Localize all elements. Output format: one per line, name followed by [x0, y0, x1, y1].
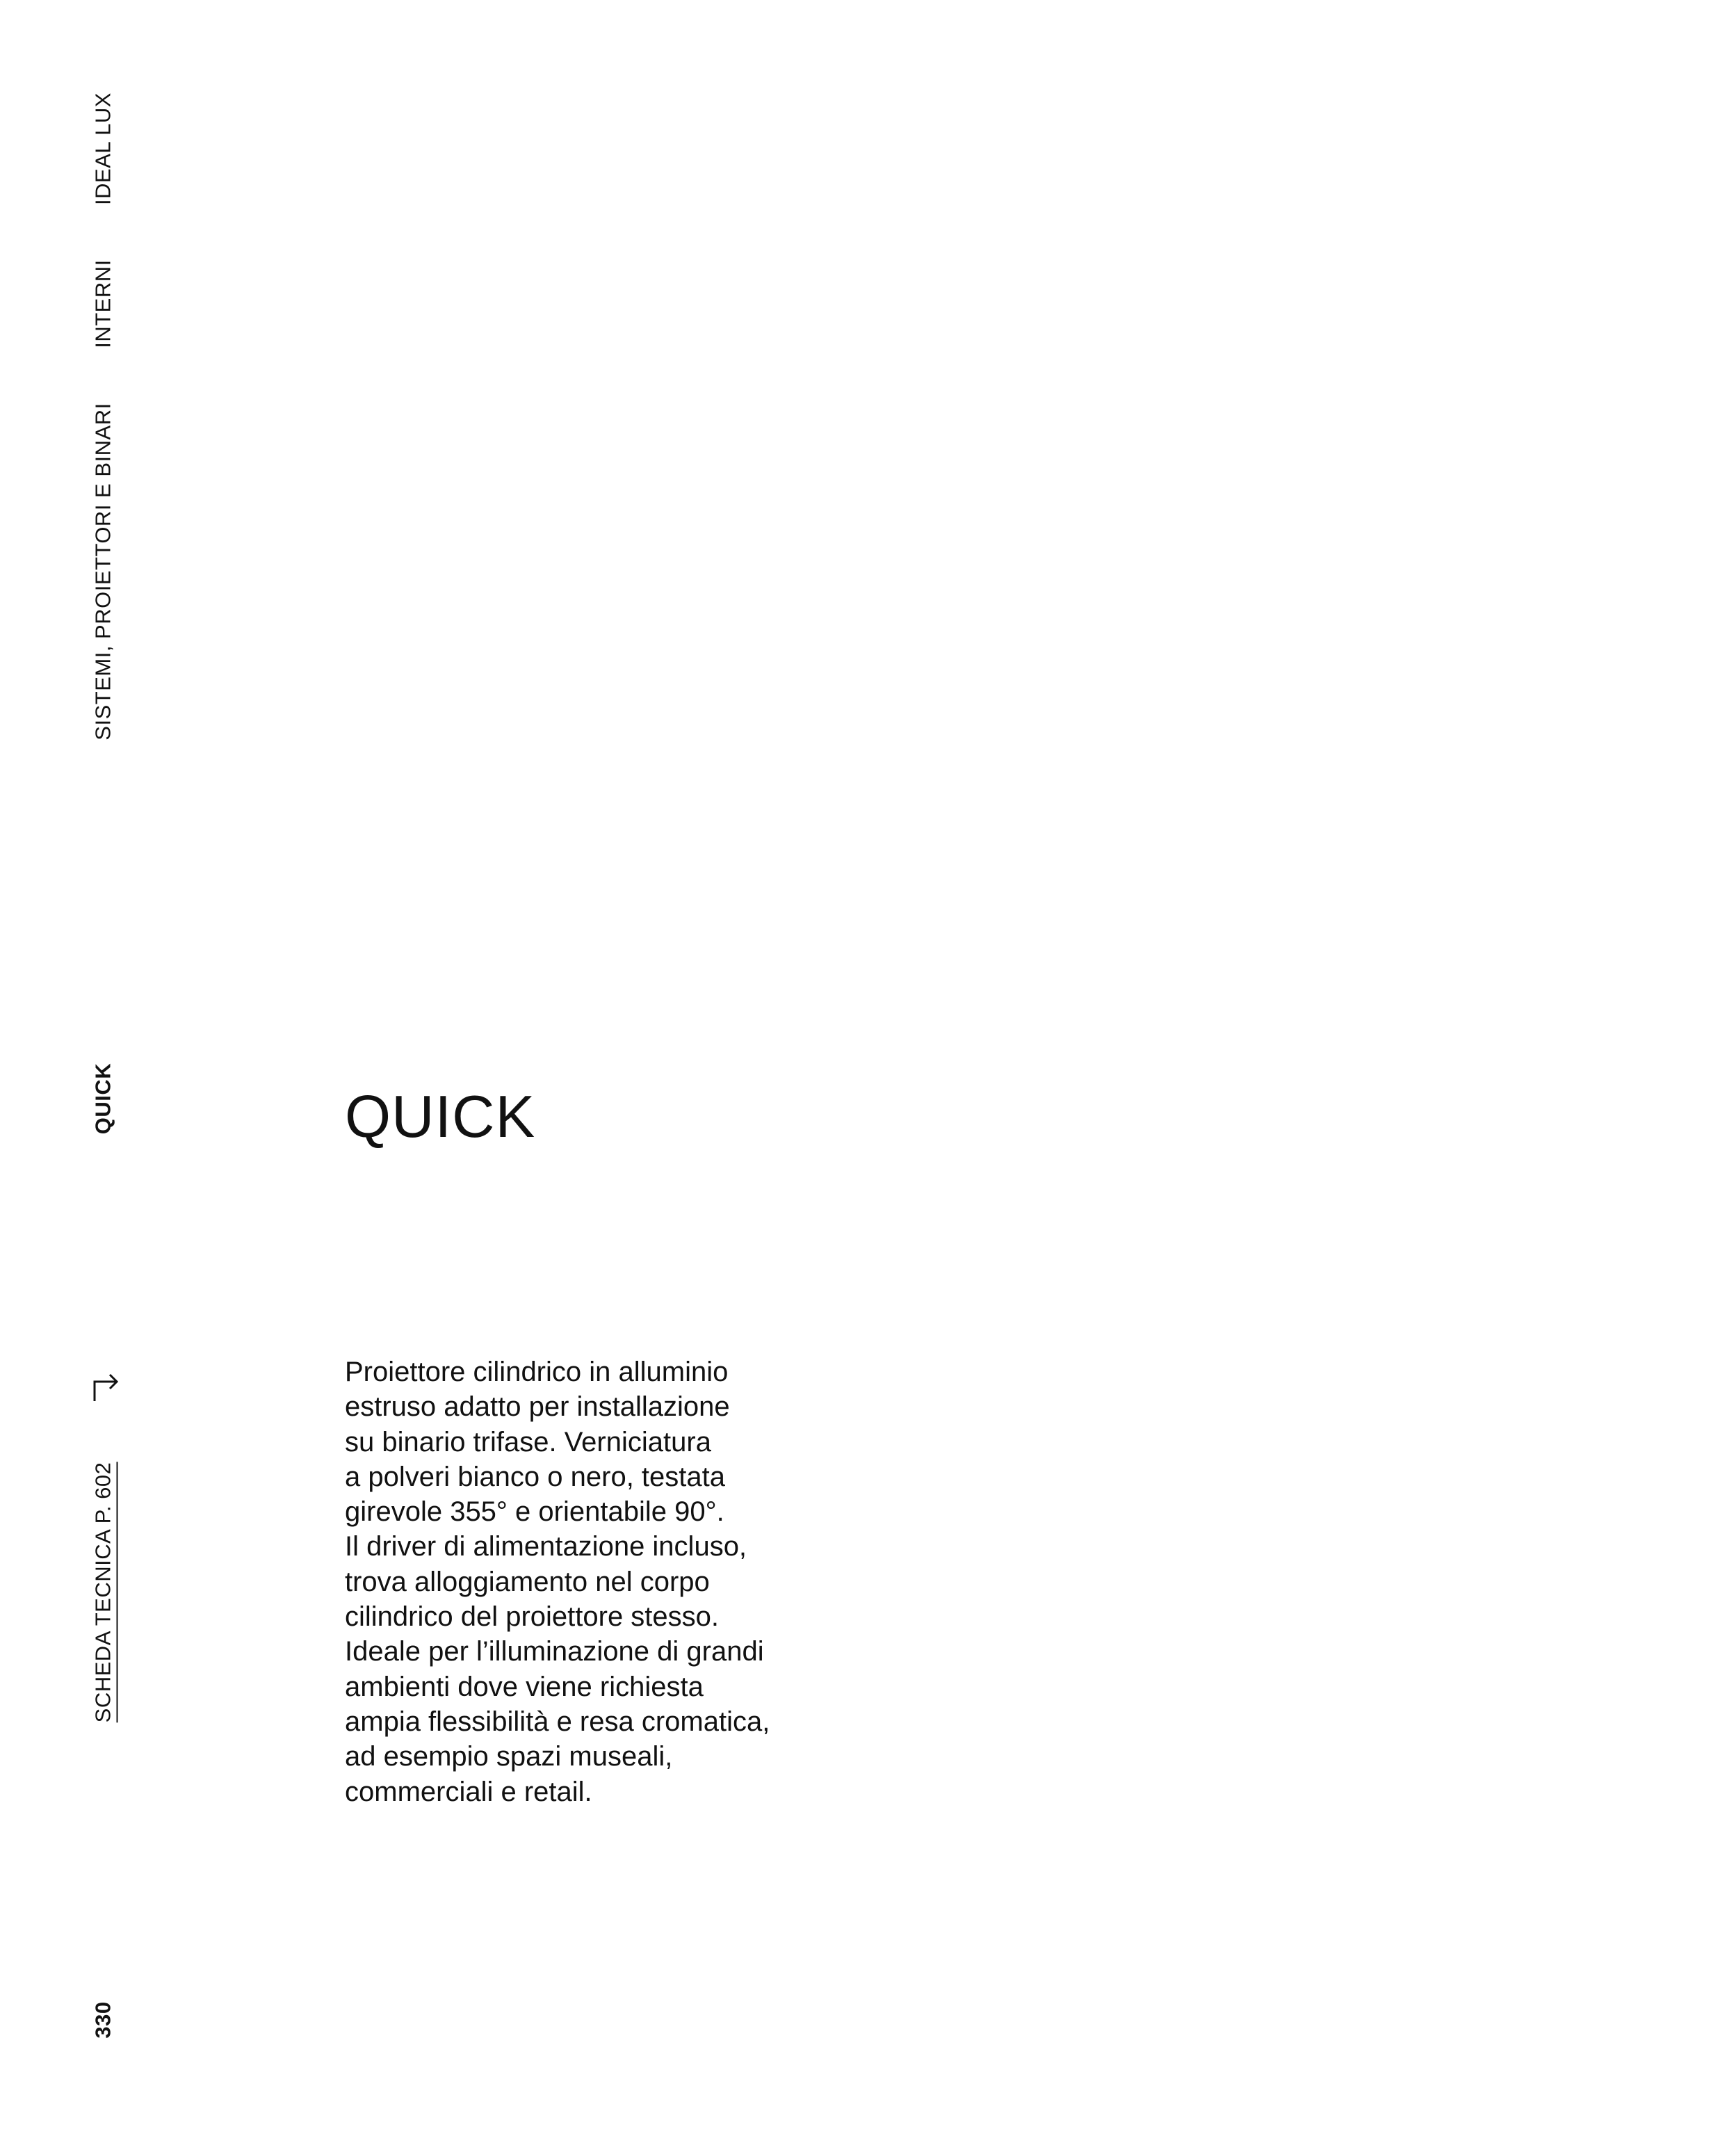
section-label: INTERNI — [90, 259, 115, 348]
description-line: ampia flessibilità e resa cromatica, — [345, 1706, 770, 1737]
description-line: estruso adatto per installazione — [345, 1391, 730, 1423]
description-line: ambienti dove viene richiesta — [345, 1671, 704, 1702]
page-title: QUICK — [345, 1084, 536, 1150]
description-line: Il driver di alimentazione incluso, — [345, 1531, 747, 1562]
description-line: ad esempio spazi museali, — [345, 1741, 673, 1772]
datasheet-link[interactable] — [92, 1462, 114, 1723]
description-line: a polveri bianco o nero, testata — [345, 1461, 726, 1492]
description-line: su binario trifase. Verniciatura — [345, 1426, 711, 1457]
arrow-turn-right-icon — [90, 1373, 121, 1404]
datasheet-link-text[interactable]: SCHEDA TECNICA P. 602 — [91, 1462, 118, 1723]
page-number: 330 — [90, 2001, 115, 2039]
category-label: SISTEMI, PROIETTORI E BINARI — [90, 403, 115, 741]
description-line: Ideale per l’illuminazione di grandi — [345, 1636, 764, 1667]
brand-label: IDEAL LUX — [90, 92, 115, 205]
product-description — [345, 1355, 832, 1809]
description-line: Proiettore cilindrico in alluminio — [345, 1357, 729, 1387]
description-line: girevole 355° e orientabile 90°. — [345, 1496, 724, 1528]
product-label: QUICK — [90, 1062, 115, 1135]
description-line: commerciali e retail. — [345, 1776, 592, 1807]
description-line: trova alloggiamento nel corpo — [345, 1566, 710, 1597]
description-line: cilindrico del proiettore stesso. — [345, 1601, 720, 1633]
